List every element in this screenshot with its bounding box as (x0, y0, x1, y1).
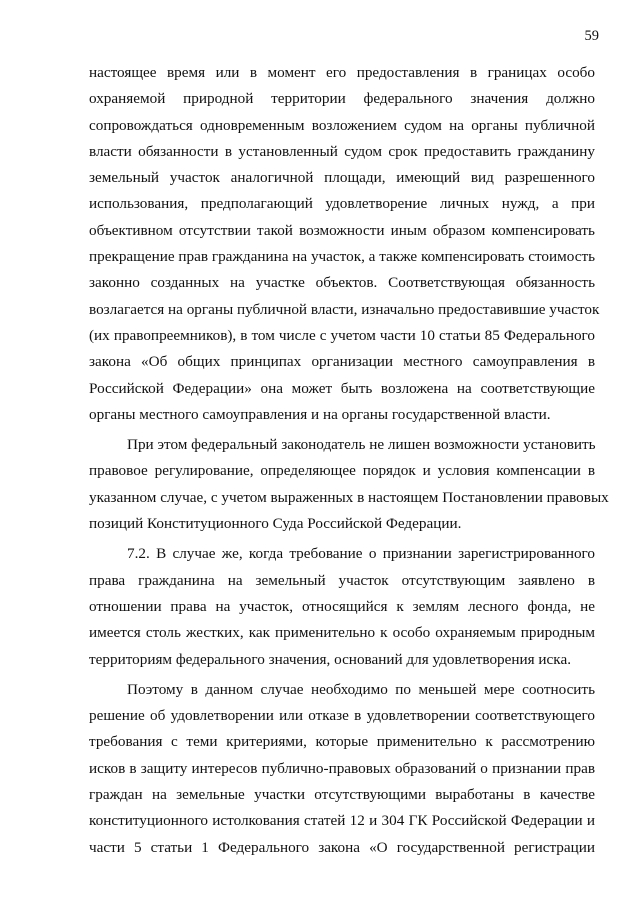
text-line: конституционного истолкования статей 12 и 304 ГК Российской Федерации и (89, 812, 595, 830)
text-line: права гражданина на земельный участок отсутствующим заявлено в (89, 571, 595, 589)
text-line: сопровождаться одновременным возложением судом на органы публичной (89, 116, 595, 134)
paragraph-1 (89, 60, 600, 428)
text-line: настоящее время или в момент его предоставления в границах особо (89, 64, 595, 81)
text-line: прекращение прав гражданина на участок, а также компенсировать стоимость (89, 248, 596, 266)
text-line: исков в защиту интересов публично-правовых образований о признании прав (89, 759, 595, 777)
text-line: территориям федерального значения, оснований для удовлетворения иска. (89, 650, 571, 668)
paragraph-4 (89, 677, 595, 861)
text-line: правовое регулирование, определяющее порядок и условия компенсации в (89, 462, 595, 480)
text-line: При этом федеральный законодатель не лишен возможности установить (127, 436, 596, 454)
text-line: возлагается на органы публичной власти, изначально предоставившие участок (89, 300, 600, 318)
text-line: охраняемой природной территории федерального значения должно (89, 90, 595, 108)
text-line: части 5 статьи 1 Федерального закона «О государственной регистрации (89, 838, 595, 856)
paragraph-2 (89, 432, 609, 537)
page-number: 59 (584, 28, 599, 44)
text-line: позиций Конституционного Суда Российской Федерации. (89, 515, 462, 533)
text-line: 7.2. В случае же, когда требование о признании зарегистрированного (127, 545, 595, 563)
text-line: указанном случае, с учетом выраженных в настоящем Постановлении правовых (89, 488, 609, 506)
text-line: закона «Об общих принципах организации местного самоуправления в (89, 353, 595, 371)
text-line: власти обязанности в установленный судом срок предоставить гражданину (89, 142, 595, 160)
text-line: Поэтому в данном случае необходимо по меньшей мере соотносить (127, 680, 595, 698)
text-line: органы местного самоуправления и на органы государственной власти. (89, 405, 551, 423)
text-line: (их правопреемников), в том числе с учетом части 10 статьи 85 Федерального (89, 326, 595, 344)
text-line: граждан на земельные участки отсутствующими выработаны в качестве (89, 786, 595, 804)
text-line: решение об удовлетворении или отказе в удовлетворении соответствующего (89, 707, 595, 725)
document-body (89, 60, 609, 861)
text-line: требования с теми критериями, которые применительно к рассмотрению (89, 733, 595, 751)
text-line: Российской Федерации» она может быть возложена на соответствующие (89, 379, 595, 397)
text-line: использования, предполагающий удовлетворение личных нужд, а при (89, 195, 595, 213)
text-line: объективном отсутствии такой возможности иным образом компенсировать (89, 221, 595, 239)
text-line: земельный участок аналогичной площади, имеющий вид разрешенного (89, 169, 595, 187)
text-line: имеется столь жестких, как применительно к особо охраняемым природным (89, 624, 595, 642)
text-line: законно созданных на участке объектов. Соответствующая обязанность (89, 274, 595, 292)
text-line: отношении права на участок, относящийся к землям лесного фонда, не (89, 597, 595, 615)
paragraph-3 (89, 541, 595, 672)
